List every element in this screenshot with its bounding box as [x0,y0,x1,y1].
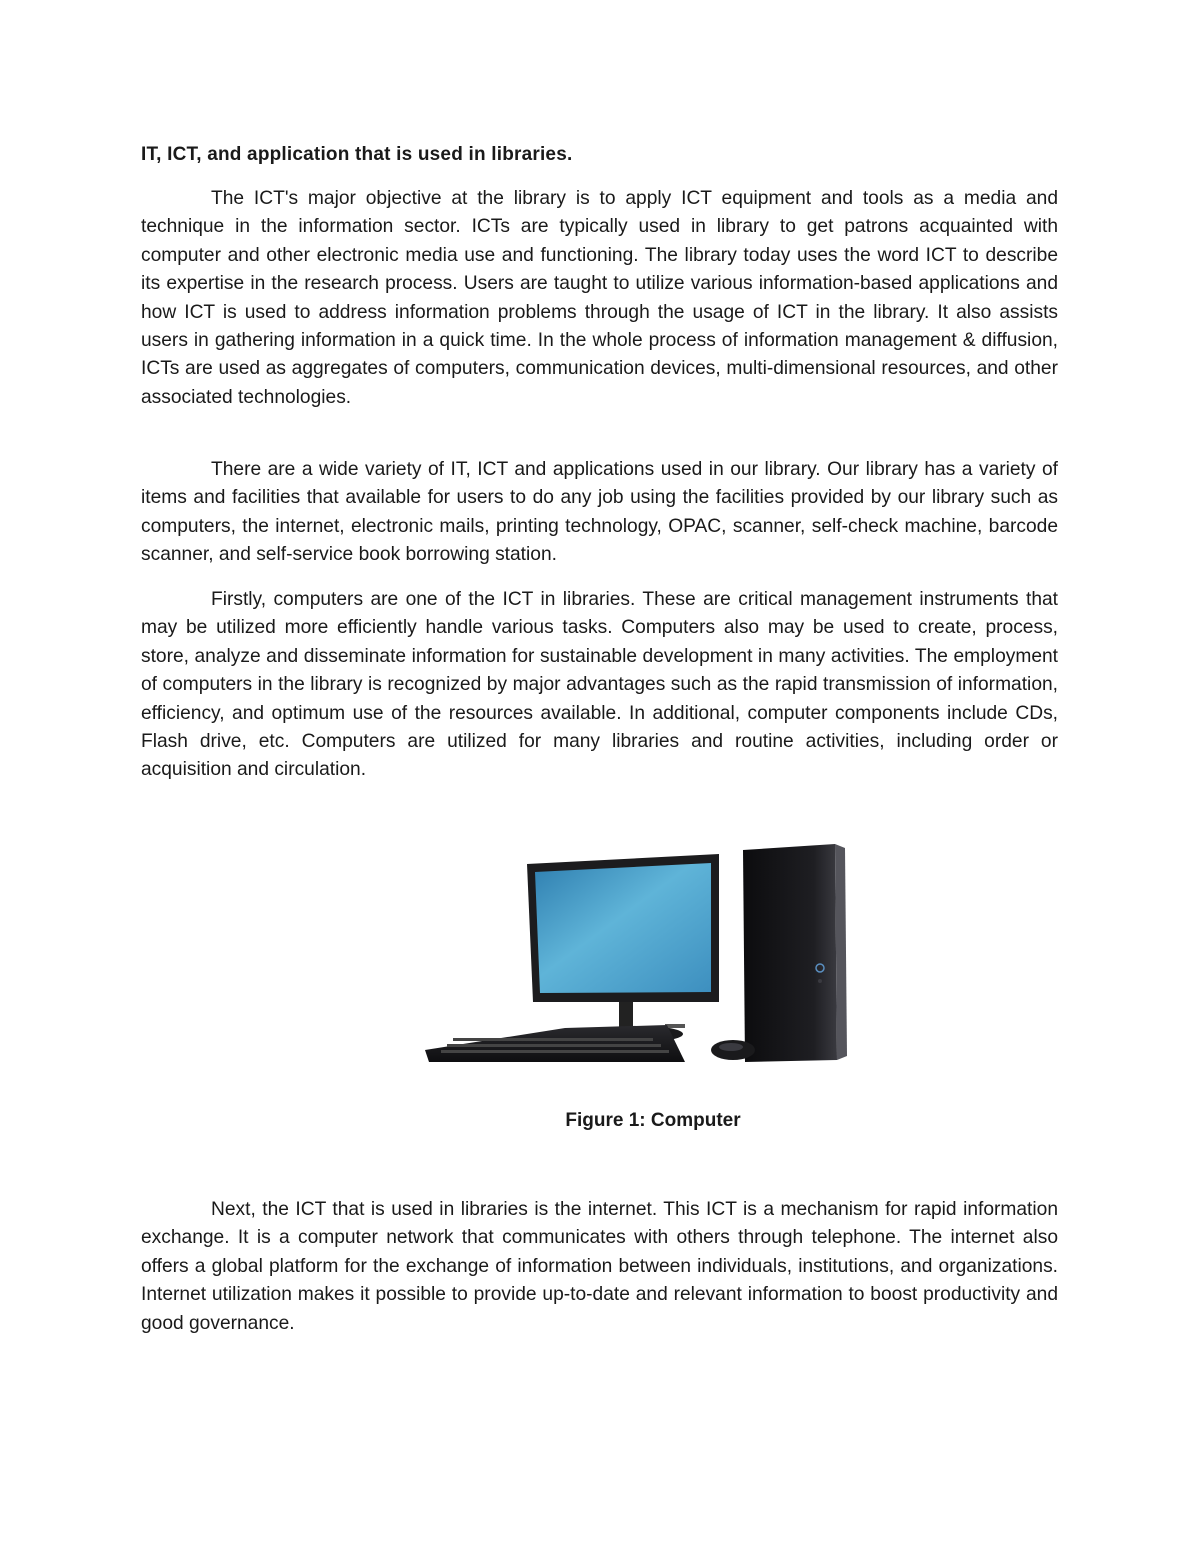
document-heading: IT, ICT, and application that is used in libraries. [141,144,573,165]
paragraph-ict-objective: The ICT's major objective at the library is to apply ICT equipment and tools as a media and technique in the information sector. ICTs are typically used in library to get patrons acquainted with computer and other electronic media use and functioning. The library today uses the word ICT to describe its expertise in the research process. Users are taught to utilize various information-based applications and how ICT is used to address information problems through the usage of ICT in the library. It also assists users in gathering information in a quick time. In the whole process of information management & diffusion, ICTs are used as aggregates of computers, communication devices, multi-dimensional resources, and other associated technologies. [141,188,1058,408]
paragraph-computers: Firstly, computers are one of the ICT in libraries. These are critical management instruments that may be utilized more efficiently handle various tasks. Computers also may be used to create, process, store, analyze and disseminate information for sustainable development in many activities. The employment of computers in the library is recognized by major advantages such as the rapid transmission of information, efficiency, and optimum use of the resources available. In additional, computer components include CDs, Flash drive, etc. Computers are utilized for many libraries and routine activities, including order or acquisition and circulation. [141,589,1058,781]
computer-figure [423,842,847,1072]
document-page [141,0,1058,1553]
desktop-computer-icon [423,842,847,1072]
figure-caption-text: Figure 1: Computer [565,1110,741,1131]
figure-caption [0,1108,1200,1134]
paragraph-internet: Next, the ICT that is used in libraries is the internet. This ICT is a mechanism for rapid information exchange. It is a computer network that communicates with others through telephone. The internet also offers a global platform for the exchange of information between individuals, institutions, and organizations. Internet utilization makes it possible to provide up-to-date and relevant information to boost productivity and good governance. [141,1199,1058,1334]
paragraph-library-facilities: There are a wide variety of IT, ICT and applications used in our library. Our library has a variety of items and facilities that available for users to do any job using the facilities provided by our library such as computers, the internet, electronic mails, printing technology, OPAC, scanner, self-check machine, barcode scanner, and self-service book borrowing station. [141,459,1058,566]
